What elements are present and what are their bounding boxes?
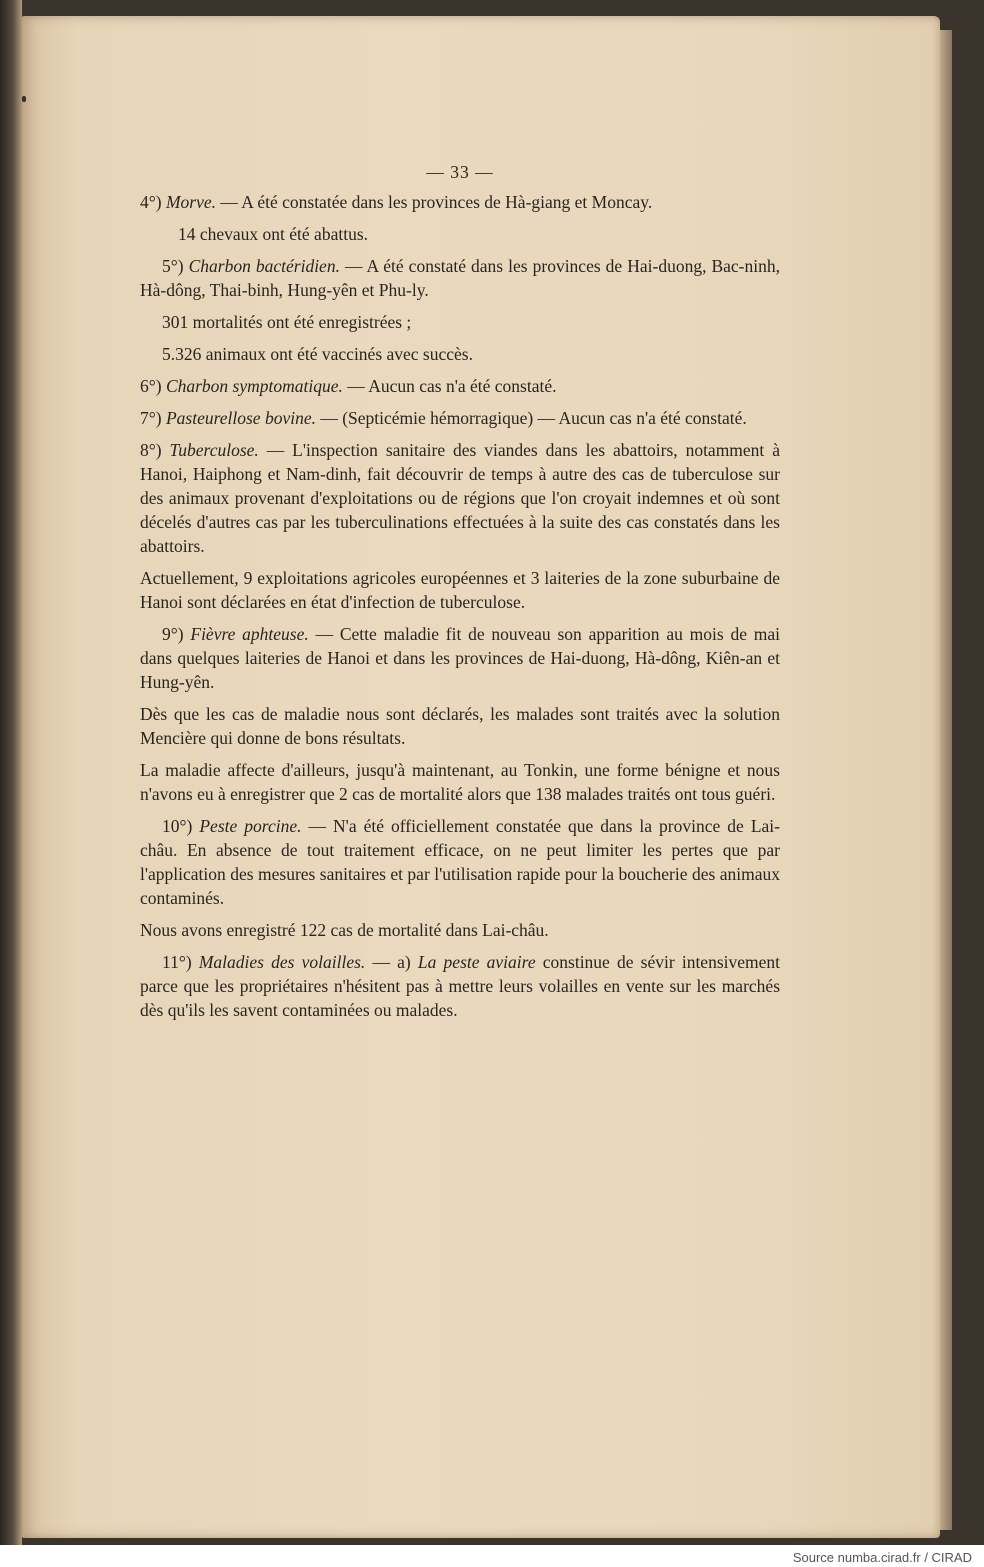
paragraph-tuberculose: 8°) Tuberculose. — L'inspection sanitaire des viandes dans les abattoirs, notamment à Hanoi, Haiphong et Nam-dinh, fait découvrir de temps à autre des cas de tuberculose sur des animaux provenant d'exploitations ou de régions que l'on croyait indemnes et où sont décelés d'autres cas par les tuberculinations effectuées à la suite des cas constatés dans les abattoirs. — [140, 440, 780, 556]
paragraph-charbon-symptomatique: 6°) Charbon symptomatique. — Aucun cas n'a été constaté. — [140, 376, 557, 396]
paragraph-pasteurellose: 7°) Pasteurellose bovine. — (Septicémie hémorragique) — Aucun cas n'a été constaté. — [140, 408, 747, 428]
paragraph-chevaux: 14 chevaux ont été abattus. — [178, 224, 369, 244]
paragraph-fievre-aphteuse: 9°) Fièvre aphteuse. — Cette maladie fit de nouveau son apparition au mois de mai dans quelques laiteries de Hanoi et dans les provinces de Hai-duong, Hà-dông, Kiên-an et Hung-yên. — [140, 624, 780, 692]
page-text — [140, 160, 780, 1030]
page-number: — 33 — — [426, 162, 494, 182]
paragraph-la-maladie: La maladie affecte d'ailleurs, jusqu'à maintenant, au Tonkin, une forme bénigne et nous n'avons eu à enregistrer que 2 cas de mortalité alors que 138 malades traités ont tous guéri. — [140, 760, 780, 804]
paragraph-morve: 4°) Morve. — A été constatée dans les provinces de Hà-giang et Moncay. — [140, 192, 653, 212]
paragraph-nous-avons: Nous avons enregistré 122 cas de mortalité dans Lai-châu. — [140, 920, 549, 940]
paragraph-vaccines: 5.326 animaux ont été vaccinés avec succès. — [162, 344, 473, 364]
paragraph-actuellement: Actuellement, 9 exploitations agricoles européennes et 3 laiteries de la zone suburbaine de Hanoi sont déclarées en état d'infection de tuberculose. — [140, 568, 780, 612]
paragraph-mortalites: 301 mortalités ont été enregistrées ; — [162, 312, 412, 332]
paragraph-maladies-volailles: 11°) Maladies des volailles. — a) La peste aviaire constinue de sévir intensivement parce que les propriétaires n'hésitent pas à mettre leurs volailles en vente sur les marchés dès qu'ils les savent contaminées ou malades. — [140, 952, 781, 1020]
book-spine — [0, 0, 22, 1545]
paragraph-peste-porcine: 10°) Peste porcine. — N'a été officiellement constatée que dans la province de Lai-châu. En absence de tout traitement efficace, on ne peut limiter les pertes que par l'application des mesures sanitaires et par l'utilisation rapide pour la boucherie des animaux contaminés. — [140, 816, 780, 908]
page-mark — [22, 96, 26, 102]
page-edge — [940, 30, 952, 1530]
paragraph-des-que: Dès que les cas de maladie nous sont déclarés, les malades sont traités avec la solution Mencière qui donne de bons résultats. — [140, 704, 780, 748]
paragraph-charbon-bacteridien: 5°) Charbon bactéridien. — A été constaté dans les provinces de Hai-duong, Bac-ninh, Hà-dông, Thai-binh, Hung-yên et Phu-ly. — [140, 256, 780, 300]
source-credit: Source numba.cirad.fr / CIRAD — [792, 1550, 972, 1565]
